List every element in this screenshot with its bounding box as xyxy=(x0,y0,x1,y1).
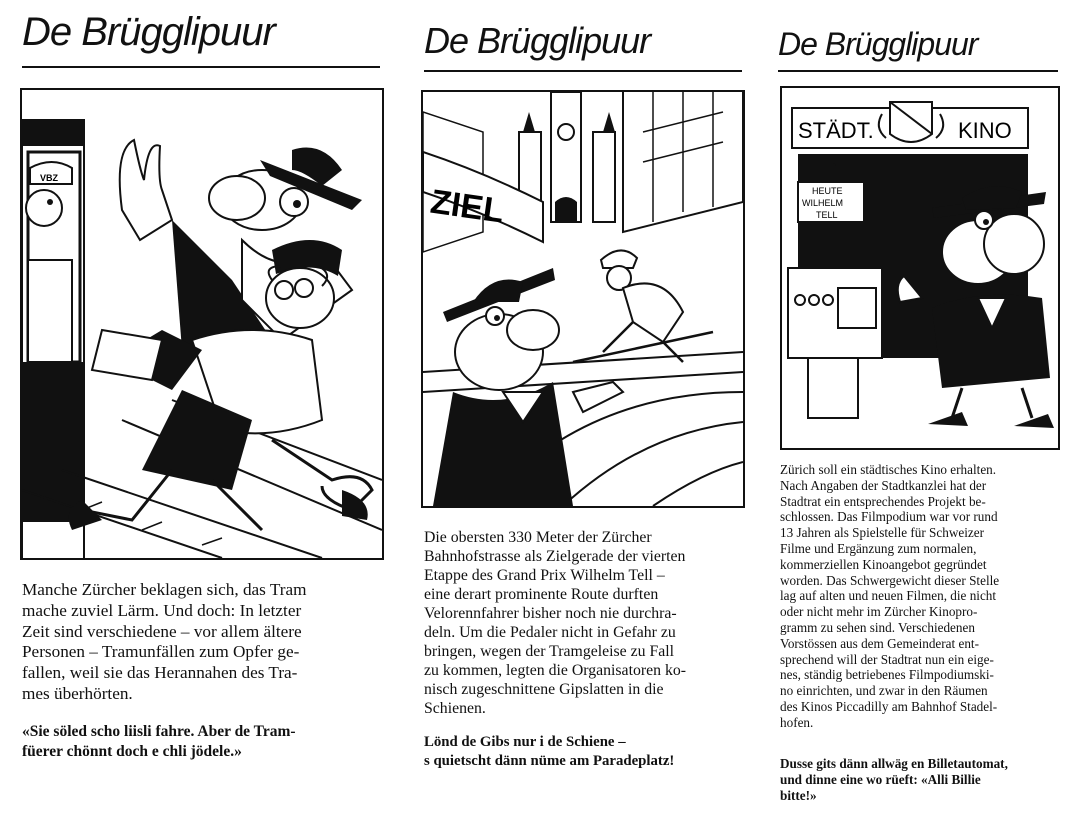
title-rule xyxy=(778,70,1058,72)
heute-sign-line1: HEUTE xyxy=(812,186,843,196)
kino-sign-right: KINO xyxy=(958,118,1012,143)
kino-cartoon-illustration xyxy=(782,88,1058,448)
heute-sign-line2: WILHELM xyxy=(802,198,844,208)
strip-title: De Brügglipuur xyxy=(778,26,978,62)
punchline: «Sie söled scho liisli fahre. Aber de Tram- füerer chönnt doch e chli jödele.» xyxy=(22,723,296,760)
cartoon-panel-kino xyxy=(780,86,1060,450)
title-rule xyxy=(424,70,742,72)
article-body: Zürich soll ein städtisches Kino erhalten. Nach Angaben der Stadtkanzlei hat der Stadtrat ein entsprechendes Projekt be- schlossen. Das Filmpodium war vor rund 13 Jahren als Spielstelle für Schweizer Filme und Ergänzung zum normalen, kommerziellen Kinoangebot gegründet worden. Das Schwergewicht dieser Stelle lag auf alten und neuen Filmen, die nicht oder nicht mehr im Zürcher Kinopro- gramm zu sehen sind. Verschiedenen Vorstössen aus dem Gemeinderat ent- sprechend will der Stadtrat nun ein eige- nes, ständig betriebenes Filmpodiumski- no einrichten, und zwar in den Räumen des Kinos Piccadilly am Bahnhof Stadel- hofen. xyxy=(780,462,1000,730)
punchline: Lönd de Gibs nur i de Schiene – s quietscht dänn nüme am Paradeplatz! xyxy=(424,734,675,769)
strip-title: De Brügglipuur xyxy=(22,10,275,54)
heute-sign-line3: TELL xyxy=(816,210,838,220)
kino-sign-left: STÄDT. xyxy=(798,118,874,143)
ziel-cartoon-illustration xyxy=(423,92,743,506)
tram-cartoon-illustration xyxy=(22,90,382,558)
article-body: Die obersten 330 Meter der Zürcher Bahnhofstrasse als Zielgerade der vierten Etappe des Grand Prix Wilhelm Tell – eine derart prominente Route durften Velorennfahrer bisher noch nie durchra- deln. Um die Pedaler nicht in Gefahr zu bringen, wegen der Tramgeleise zu Fall zu kommen, legten die Organisatoren ko- nisch zugeschnittene Gipslatten in die Schienen. xyxy=(424,529,687,717)
tram-badge-text: VBZ xyxy=(40,173,58,183)
title-rule xyxy=(22,66,380,68)
ziel-banner-text: ZIEL xyxy=(428,182,507,231)
cartoon-panel-tram xyxy=(20,88,384,560)
punchline: Dusse gits dänn allwäg en Billetautomat, und dinne eine wo rüeft: «Alli Billie bitte!» xyxy=(780,756,1008,803)
cartoon-panel-ziel xyxy=(421,90,745,508)
strip-title: De Brügglipuur xyxy=(424,20,651,61)
article-body: Manche Zürcher beklagen sich, das Tram mache zuviel Lärm. Und doch: In letzter Zeit sind verschiedene – vor allem ältere Personen – Tramunfällen zum Opfer ge- fallen, weil sie das Herannahen des Tra- mes überhörten. xyxy=(22,580,307,703)
